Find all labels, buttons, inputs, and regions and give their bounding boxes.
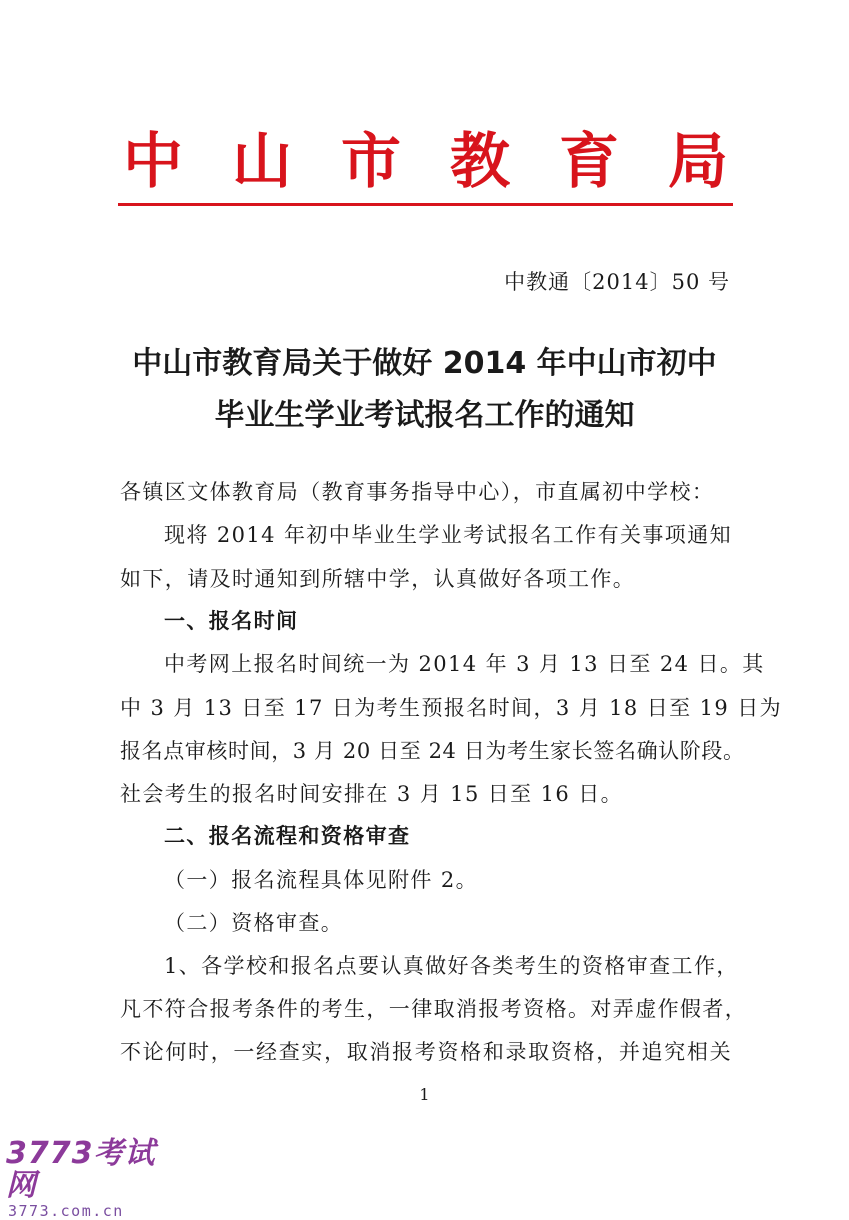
section-1-heading: 一、报名时间 xyxy=(164,609,299,633)
document-title xyxy=(100,338,749,442)
section-1-line-3: 报名点审核时间，3 月 20 日至 24 日为考生家长签名确认阶段。 xyxy=(120,739,745,763)
masthead-char: 中 xyxy=(123,127,183,197)
title-line-1: 中山市教育局关于做好 2014 年中山市初中 xyxy=(132,346,717,381)
section-2-item-1: （一）报名流程具体见附件 2。 xyxy=(164,868,479,892)
masthead-char: 市 xyxy=(341,127,401,197)
section-1-line-2: 中 3 月 13 日至 17 日为考生预报名时间，3 月 18 日至 19 日为 xyxy=(120,696,783,720)
watermark-logo-text: 3773考试网 xyxy=(6,1136,156,1203)
section-2-heading: 二、报名流程和资格审查 xyxy=(164,824,411,848)
salutation: 各镇区文体教育局（教育事务指导中心），市直属初中学校： xyxy=(120,480,715,504)
watermark-url: 3773.com.cn xyxy=(8,1202,124,1220)
issuing-organization-masthead xyxy=(118,122,733,197)
intro-line-1: 现将 2014 年初中毕业生学业考试报名工作有关事项通知 xyxy=(164,523,732,547)
document-number: 中教通〔2014〕50 号 xyxy=(504,270,730,294)
page-number: 1 xyxy=(419,1085,430,1104)
section-1-line-4: 社会考生的报名时间安排在 3 月 15 日至 16 日。 xyxy=(120,782,624,806)
section-1-line-1: 中考网上报名时间统一为 2014 年 3 月 13 日至 24 日。其 xyxy=(164,652,765,676)
section-2-line-3: 不论何时，一经查实，取消报考资格和录取资格，并追究相关 xyxy=(120,1040,732,1064)
section-2-line-1: 1、各学校和报名点要认真做好各类考生的资格审查工作， xyxy=(164,954,739,978)
site-watermark xyxy=(6,1136,176,1220)
section-2-line-2: 凡不符合报考条件的考生，一律取消报考资格。对弄虚作假者， xyxy=(120,997,748,1021)
red-separator-line xyxy=(118,203,733,206)
section-2-item-2: （二）资格审查。 xyxy=(164,911,344,935)
title-line-2: 毕业生学业考试报名工作的通知 xyxy=(214,398,635,433)
masthead-char: 局 xyxy=(668,127,728,197)
masthead-char: 育 xyxy=(559,127,619,197)
masthead-char: 山 xyxy=(232,127,292,197)
intro-line-2: 如下，请及时通知到所辖中学，认真做好各项工作。 xyxy=(120,567,636,591)
masthead-char: 教 xyxy=(450,127,510,197)
